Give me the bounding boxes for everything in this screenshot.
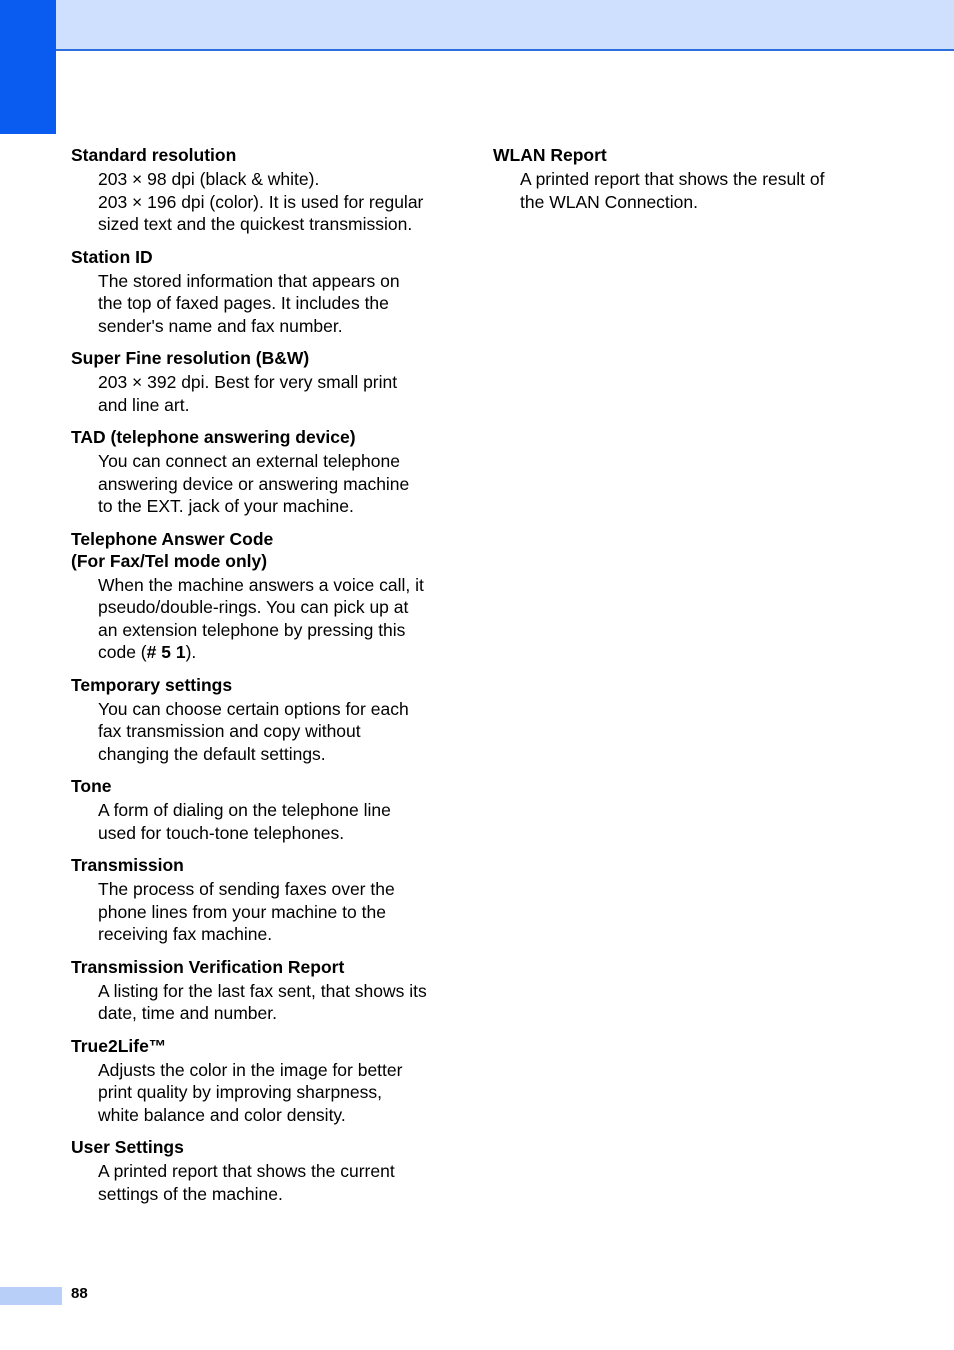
definition-line: 203 × 392 dpi. Best for very small print and line art. [98,372,398,415]
page-number: 88 [71,1285,88,1302]
glossary-entry [71,674,451,766]
glossary-entry [71,528,451,664]
glossary-definition [520,168,873,213]
glossary-term: Super Fine resolution (B&W) [71,348,310,368]
definition-line: A printed report that shows the result of the WLAN Connection. [520,169,825,212]
glossary-entry [71,956,451,1025]
definition-line: The stored information that appears on the top of faxed pages. It includes the sender's name and fax number. [98,270,400,336]
definition-line: 203 × 98 dpi (black & white). [98,169,320,189]
definition-code-line [98,641,451,664]
definition-line: 203 × 196 dpi (color). It is used for regular sized text and the quickest transmission. [98,191,424,234]
glossary-entry [71,854,451,946]
glossary-term: WLAN Report [493,145,607,165]
glossary-entry [71,246,451,338]
glossary-term: Tone [71,776,112,796]
glossary-term: Telephone Answer Code (For Fax/Tel mode only) [71,528,274,571]
glossary-definition [98,371,451,416]
glossary-entry [493,144,873,213]
glossary-column-right [493,144,873,223]
chapter-tab [0,0,56,134]
code-prefix: code ( [98,642,147,662]
definition-line: You can choose certain options for each fax transmission and copy without changing the default settings. [98,698,409,764]
footer-bar [0,1287,62,1305]
definition-line: A form of dialing on the telephone line used for touch-tone telephones. [98,800,391,843]
glossary-definition [98,168,451,236]
glossary-entry [71,1136,451,1205]
glossary-definition [98,574,451,664]
glossary-entry [71,347,451,416]
glossary-term: True2Life™ [71,1035,167,1056]
glossary-term: TAD (telephone answering device) [71,427,356,447]
code-value: # 5 1 [146,642,186,662]
glossary-definition [98,450,451,518]
header-band [0,0,954,51]
definition-line: A printed report that shows the current settings of the machine. [98,1161,395,1204]
definition-line: Adjusts the color in the image for better print quality by improving sharpness, white balance and color density. [98,1059,403,1125]
glossary-term: Standard resolution [71,145,237,165]
glossary-term: Station ID [71,246,153,267]
glossary-term: Temporary settings [71,674,233,695]
glossary-term: Transmission [71,855,184,875]
glossary-definition [98,799,451,844]
glossary-column-left [71,144,451,1215]
definition-line: When the machine answers a voice call, it pseudo/double-rings. You can pick up at an extension telephone by pressing this [98,574,424,640]
glossary-definition [98,698,451,766]
glossary-entry [71,775,451,844]
definition-line: You can connect an external telephone answering device or answering machine to the EXT. jack of your machine. [98,451,410,516]
definition-line: The process of sending faxes over the phone lines from your machine to the receiving fax machine. [98,879,395,944]
glossary-entry [71,426,451,518]
glossary-term: User Settings [71,1137,184,1157]
glossary-term: Transmission Verification Report [71,956,345,977]
code-suffix: ). [185,642,197,662]
glossary-definition [98,878,451,946]
glossary-definition [98,1160,451,1205]
glossary-definition [98,270,451,338]
glossary-entry [71,1035,451,1127]
glossary-definition [98,1059,451,1127]
definition-line: A listing for the last fax sent, that shows its date, time and number. [98,980,427,1023]
glossary-definition [98,980,451,1025]
glossary-entry [71,144,451,236]
